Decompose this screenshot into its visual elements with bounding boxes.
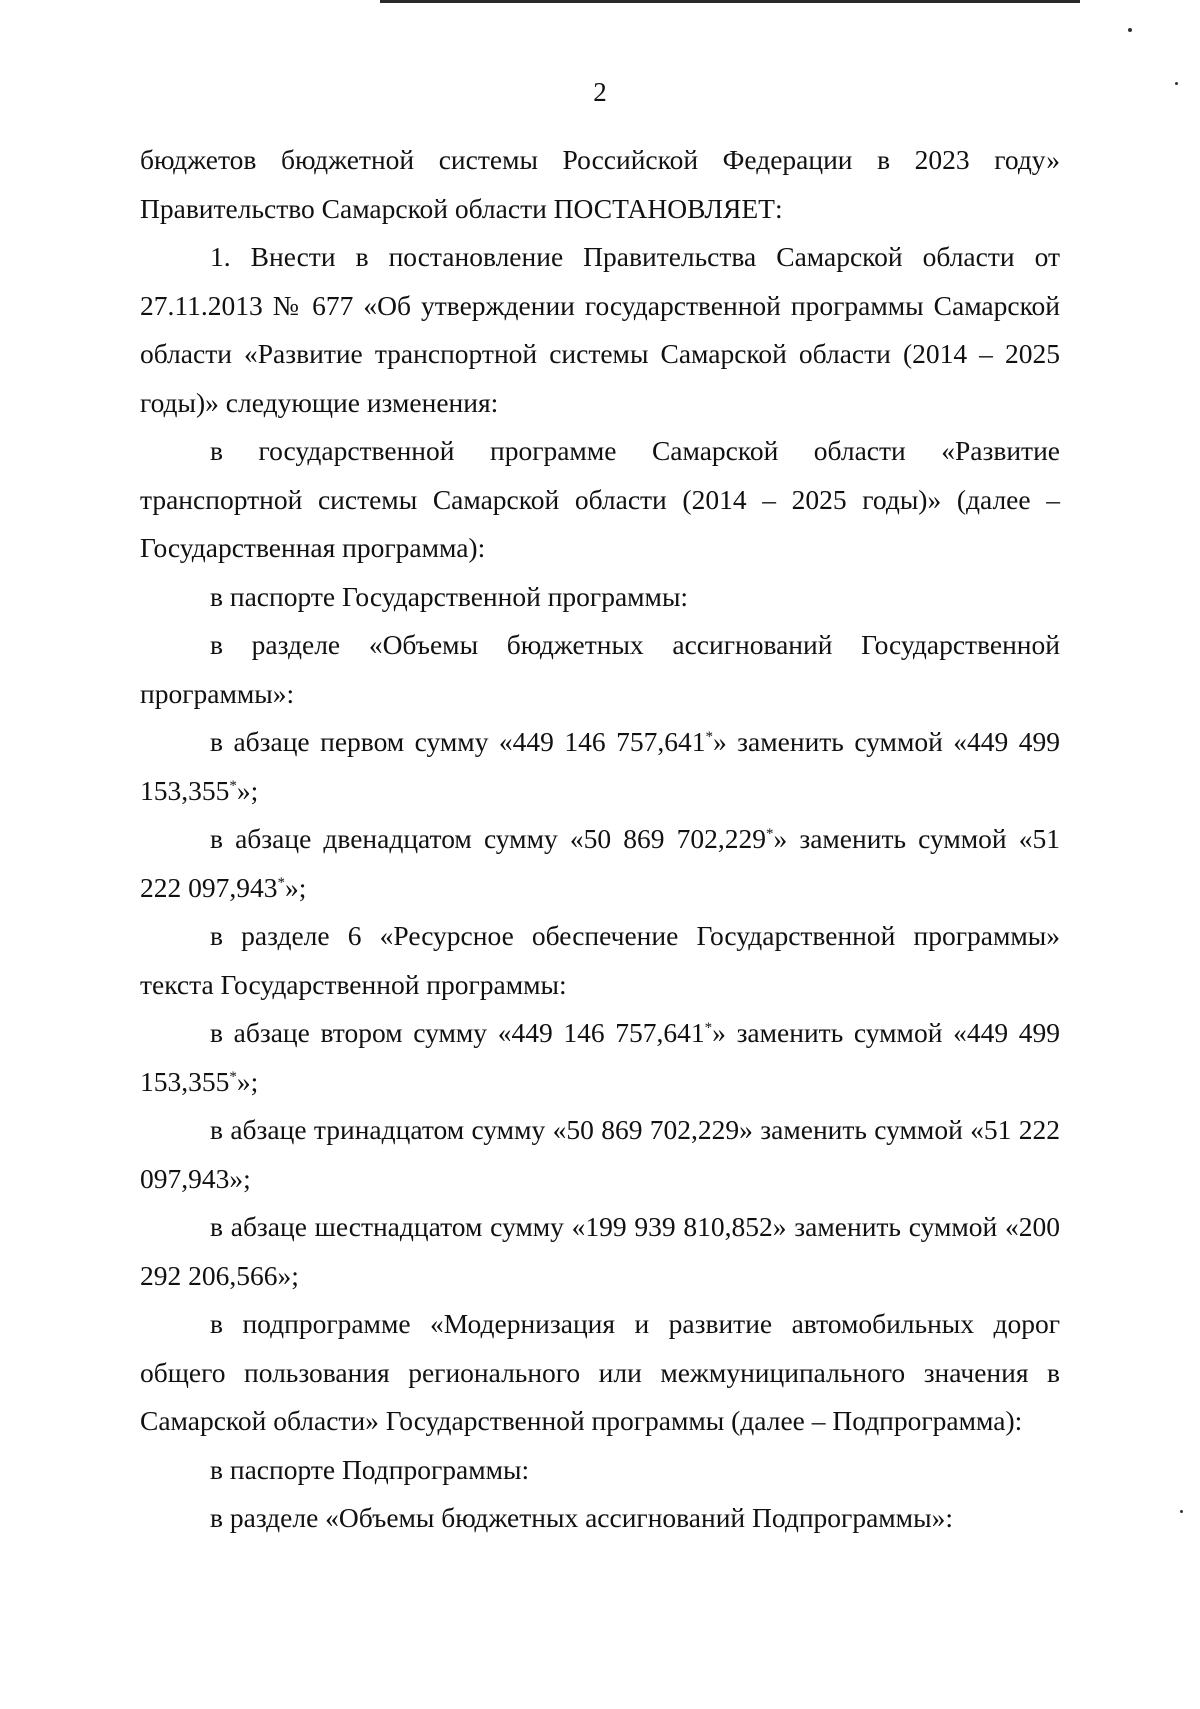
paragraph: в паспорте Государственной программы:: [210, 580, 689, 612]
paragraph: в разделе 6 «Ресурсное обеспечение Государственной программы» текста Государственной программы:: [140, 920, 1060, 1000]
text-fragment: в абзаце первом сумму «449 146 757,641: [210, 726, 706, 757]
footnote-asterisk: *: [277, 874, 285, 891]
paragraph: в разделе «Объемы бюджетных ассигнований Подпрограммы»:: [210, 1502, 953, 1533]
footnote-asterisk: *: [765, 825, 774, 842]
text-fragment: в абзаце двенадцатом сумму «50 869 702,229: [210, 823, 766, 854]
paragraph: в паспорте Подпрограммы:: [210, 1453, 530, 1485]
document-body: [140, 136, 1060, 1543]
footnote-asterisk: *: [229, 777, 237, 794]
paragraph: в подпрограмме «Модернизация и развитие автомобильных дорог общего пользования регионального или межмуниципального значения в Самарской области» Государственной программы (далее – Подпрограмма):: [140, 1308, 1060, 1436]
paragraph: 1. Внести в постановление Правительства Самарской области от 27.11.2013 № 677 «Об утверждении государственной программы Самарской области «Развитие транспортной системы Самарской области (2014 – 2025 годы)» следующие изменения:: [140, 241, 1060, 418]
scan-speck: [1180, 1510, 1183, 1513]
text-fragment: »;: [236, 774, 259, 806]
paragraph: бюджетов бюджетной системы Российской Федерации в 2023 году» Правительство Самарской области ПОСТАНОВЛЯЕТ:: [140, 144, 1060, 224]
paragraph: в государственной программе Самарской области «Развитие транспортной системы Самарской области (2014 – 2025 годы)» (далее – Государственная программа):: [140, 435, 1060, 563]
scan-top-rule: [380, 0, 1080, 3]
text-fragment: » заменить суммой «449 499 153,355: [140, 726, 1060, 806]
footnote-asterisk: *: [704, 1019, 713, 1036]
paragraph-abzac-twelfth: [140, 815, 1060, 912]
footnote-asterisk: *: [229, 1068, 237, 1085]
text-fragment: » заменить суммой «51 222 097,943: [140, 823, 1060, 903]
footnote-asterisk: *: [705, 728, 713, 745]
page-number: 2: [593, 77, 607, 107]
paragraph-abzac-first: [140, 718, 1060, 815]
text-fragment: » заменить суммой «449 499 153,355: [140, 1017, 1060, 1097]
paragraph-abzac-second: [140, 1009, 1060, 1106]
text-fragment: в абзаце втором сумму «449 146 757,641: [210, 1017, 705, 1048]
paragraph: в абзаце шестнадцатом сумму «199 939 810,852» заменить суммой «200 292 206,566»;: [140, 1211, 1060, 1291]
text-fragment: »;: [285, 871, 307, 903]
paragraph: в абзаце тринадцатом сумму «50 869 702,229» заменить суммой «51 222 097,943»;: [140, 1114, 1060, 1194]
paragraph: в разделе «Объемы бюджетных ассигнований Государственной программы»:: [140, 629, 1060, 709]
text-fragment: »;: [236, 1065, 259, 1097]
scan-speck: [1128, 28, 1132, 32]
